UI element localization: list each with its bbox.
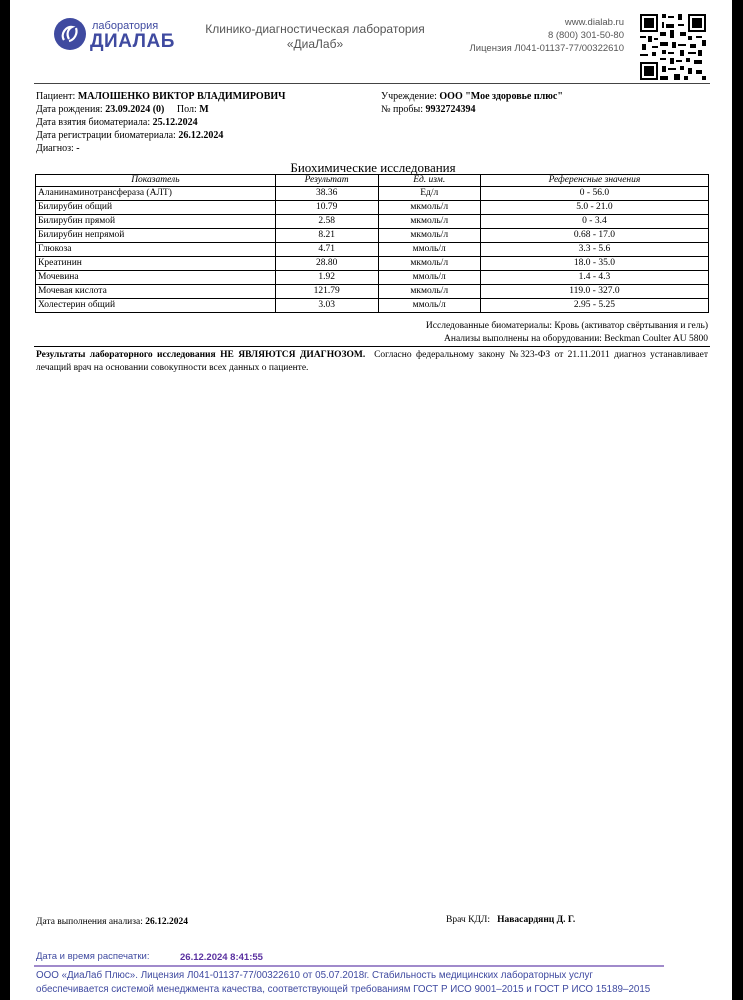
lab-contacts xyxy=(470,16,624,55)
printed-label: Дата и время распечатки: xyxy=(36,951,150,962)
param-name: Холестерин общий xyxy=(36,299,276,313)
param-unit: мкмоль/л xyxy=(378,285,480,299)
table-row xyxy=(36,299,709,313)
license-line1: ООО «ДиаЛаб Плюс». Лицензия Л041-01137-77/00322610 от 05.07.2018г. Стабильность медицинских лабораторных услуг xyxy=(36,970,593,981)
patient-name: МАЛОШЕНКО ВИКТОР ВЛАДИМИРОВИЧ xyxy=(77,91,286,102)
sample-label: № пробы: xyxy=(381,104,423,115)
biomaterials-note xyxy=(426,320,708,346)
param-result: 10.79 xyxy=(275,201,378,215)
completed-value: 26.12.2024 xyxy=(145,917,188,927)
institution-value: ООО "Мое здоровье плюс" xyxy=(439,91,563,102)
param-name: Креатинин xyxy=(36,257,276,271)
registered-label: Дата регистрации биоматериала: xyxy=(36,130,176,141)
results-table xyxy=(35,174,709,313)
registered-value: 26.12.2024 xyxy=(178,130,224,141)
equipment-text: Анализы выполнены на оборудовании: Beckman Coulter AU 5800 xyxy=(444,334,708,344)
param-reference: 18.0 - 35.0 xyxy=(480,257,708,271)
param-unit: мкмоль/л xyxy=(378,215,480,229)
footer-divider xyxy=(34,965,664,967)
completed-label: Дата выполнения анализа: xyxy=(36,917,143,927)
col-header-unit: Ед. изм. xyxy=(378,175,480,187)
param-result: 4.71 xyxy=(275,243,378,257)
section-title: Биохимические исследования xyxy=(290,160,456,175)
param-reference: 0.68 - 17.0 xyxy=(480,229,708,243)
param-unit: ммоль/л xyxy=(378,243,480,257)
param-name: Билирубин общий xyxy=(36,201,276,215)
patient-name-row xyxy=(36,91,286,104)
license-footer xyxy=(36,969,716,997)
param-result: 38.36 xyxy=(275,187,378,201)
table-row xyxy=(36,243,709,257)
col-header-parameter: Показатель xyxy=(36,175,276,187)
table-row xyxy=(36,215,709,229)
param-unit: ммоль/л xyxy=(378,299,480,313)
website-link[interactable]: www.dialab.ru xyxy=(564,17,624,28)
lab-title xyxy=(205,22,425,52)
param-name: Глюкоза xyxy=(36,243,276,257)
taken-value: 25.12.2024 xyxy=(152,117,198,128)
dob-label: Дата рождения: xyxy=(36,104,103,115)
param-unit: Ед/л xyxy=(378,187,480,201)
sample-value: 9932724394 xyxy=(425,104,476,115)
lab-report-page xyxy=(10,0,732,1000)
table-row xyxy=(36,285,709,299)
disclaimer xyxy=(36,349,708,375)
sex-value: М xyxy=(199,104,209,115)
license-line2: обеспечивается системой менеджмента качества, соответствующей требованиям ГОСТ Р ИСО 9001–2015 и ГОСТ Р ИСО 15189–2015 xyxy=(36,984,651,995)
header-divider xyxy=(34,83,710,84)
param-reference: 1.4 - 4.3 xyxy=(480,271,708,285)
doctor-label: Врач КДЛ: xyxy=(446,915,490,925)
institution-label: Учреждение: xyxy=(381,91,437,102)
param-name: Мочевая кислота xyxy=(36,285,276,299)
param-result: 28.80 xyxy=(275,257,378,271)
phone-number: 8 (800) 301-50-80 xyxy=(547,30,624,41)
param-name: Билирубин непрямой xyxy=(36,229,276,243)
lab-title-line1: Клинико-диагностическая лаборатория xyxy=(205,22,425,36)
registered-row xyxy=(36,130,223,143)
lab-title-line2: «ДиаЛаб» xyxy=(286,37,344,51)
param-reference: 0 - 56.0 xyxy=(480,187,708,201)
disclaimer-text: Согласно федеральному закону №323-ФЗ от 21.11.2011 диагноз устанавливает лечащий врач на основании совокупности всех данных о пациенте. xyxy=(36,350,709,373)
col-header-result: Результат xyxy=(275,175,378,187)
doctor-row xyxy=(446,915,575,925)
taken-label: Дата взятия биоматериала: xyxy=(36,117,151,128)
biomaterials-text: Исследованные биоматериалы: Кровь (активатор свёртывания и гель) xyxy=(425,321,708,331)
logo-caption: лаборатория xyxy=(92,20,159,32)
param-unit: мкмоль/л xyxy=(378,257,480,271)
table-row xyxy=(36,271,709,285)
param-reference: 0 - 3.4 xyxy=(480,215,708,229)
diagnosis-row xyxy=(36,143,80,156)
table-row xyxy=(36,229,709,243)
param-result: 8.21 xyxy=(275,229,378,243)
param-unit: мкмоль/л xyxy=(378,201,480,215)
param-reference: 3.3 - 5.6 xyxy=(480,243,708,257)
dialab-logo-icon xyxy=(54,18,86,50)
doctor-name: Навасардянц Д. Г. xyxy=(497,915,576,925)
disclaimer-divider xyxy=(34,346,710,347)
param-reference: 5.0 - 21.0 xyxy=(480,201,708,215)
disclaimer-bold: Результаты лабораторного исследования НЕ ЯВЛЯЮТСЯ ДИАГНОЗОМ. xyxy=(36,350,366,360)
param-unit: ммоль/л xyxy=(378,271,480,285)
printed-value: 26.12.2024 8:41:55 xyxy=(180,952,263,963)
license-number: Лицензия Л041-01137-77/00322610 xyxy=(469,43,624,54)
diagnosis-label: Диагноз: xyxy=(36,143,74,154)
param-name: Билирубин прямой xyxy=(36,215,276,229)
taken-row xyxy=(36,117,198,130)
param-result: 3.03 xyxy=(275,299,378,313)
qr-code-icon xyxy=(640,14,706,80)
table-header-row xyxy=(36,175,709,187)
institution-row xyxy=(381,91,563,104)
table-row xyxy=(36,187,709,201)
table-row xyxy=(36,257,709,271)
param-result: 2.58 xyxy=(275,215,378,229)
table-row xyxy=(36,201,709,215)
dob-value: 23.09.2024 (0) xyxy=(105,104,165,115)
param-result: 121.79 xyxy=(275,285,378,299)
completed-date-row xyxy=(36,917,188,927)
sample-row xyxy=(381,104,475,117)
col-header-reference: Референсные значения xyxy=(480,175,708,187)
param-reference: 2.95 - 5.25 xyxy=(480,299,708,313)
logo-wordmark: ДИАЛАБ xyxy=(90,31,175,52)
patient-label: Пациент: xyxy=(36,91,76,102)
param-name: Аланинаминотрансфераза (АЛТ) xyxy=(36,187,276,201)
dob-row xyxy=(36,104,209,117)
param-reference: 119.0 - 327.0 xyxy=(480,285,708,299)
param-unit: мкмоль/л xyxy=(378,229,480,243)
param-name: Мочевина xyxy=(36,271,276,285)
param-result: 1.92 xyxy=(275,271,378,285)
sex-label: Пол: xyxy=(176,104,197,115)
diagnosis-value: - xyxy=(76,143,80,154)
